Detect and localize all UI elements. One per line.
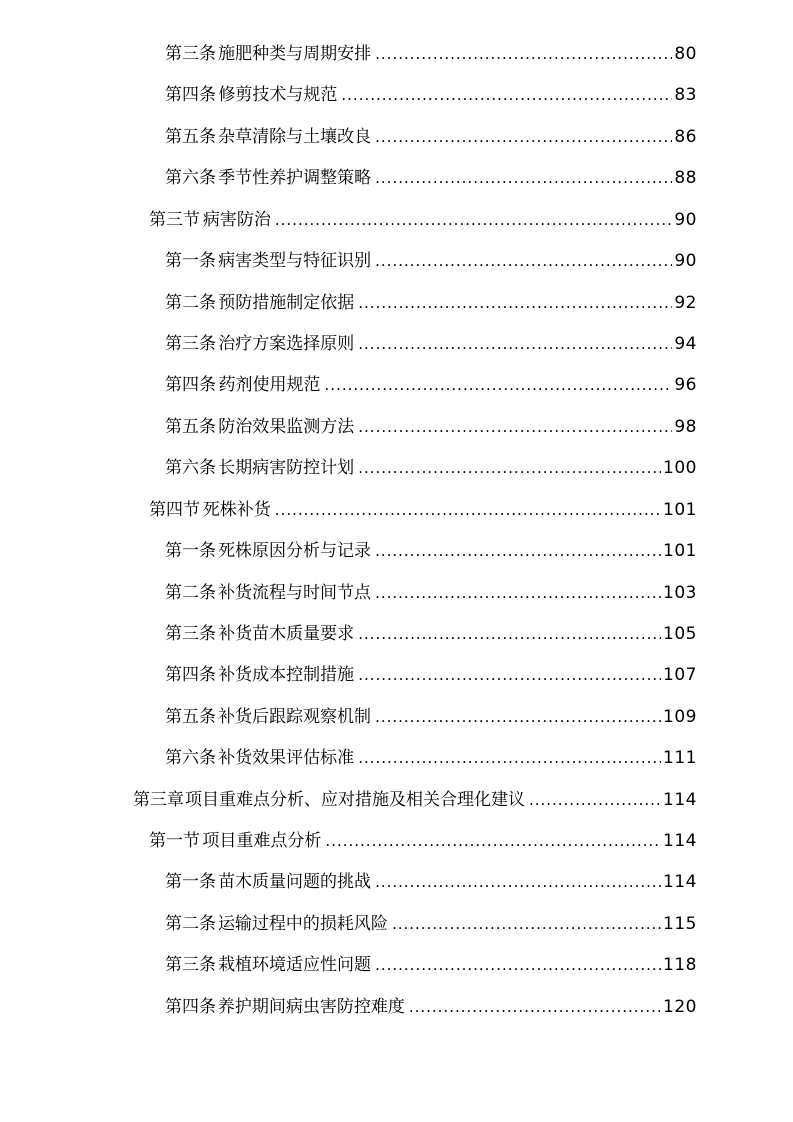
dot-leader xyxy=(325,376,673,394)
toc-entry-page: 94 xyxy=(674,334,697,354)
toc-entry-page: 107 xyxy=(663,665,697,685)
toc-entry[interactable] xyxy=(165,122,697,152)
dot-leader xyxy=(529,791,661,809)
toc-entry[interactable] xyxy=(165,660,697,690)
dot-leader xyxy=(375,542,661,560)
toc-entry-page: 105 xyxy=(663,624,697,644)
dot-leader xyxy=(392,915,661,933)
toc-entry[interactable] xyxy=(165,909,697,939)
toc-entry-page: 118 xyxy=(663,955,697,975)
toc-entry-title: 苗木质量问题的挑战 xyxy=(218,872,372,892)
toc-entry-number: 第三条 xyxy=(165,955,216,975)
toc-entry-number: 第四条 xyxy=(165,375,216,395)
toc-entry-title: 补货成本控制措施 xyxy=(218,665,355,685)
toc-entry-title: 长期病害防控计划 xyxy=(218,458,355,478)
toc-entry[interactable] xyxy=(165,370,697,400)
dot-leader xyxy=(358,335,672,353)
toc-entry-title: 补货效果评估标准 xyxy=(218,748,355,768)
toc-entry[interactable] xyxy=(165,163,697,193)
toc-entry-number: 第五条 xyxy=(165,417,216,437)
toc-entry-number: 第五条 xyxy=(165,707,216,727)
dot-leader xyxy=(375,169,672,187)
toc-entry[interactable] xyxy=(165,578,697,608)
toc-entry-page: 100 xyxy=(663,458,697,478)
dot-leader xyxy=(358,294,672,312)
toc-entry-page: 101 xyxy=(663,500,697,520)
toc-entry-title: 栽植环境适应性问题 xyxy=(218,955,372,975)
toc-entry-page: 109 xyxy=(663,707,697,727)
toc-entry-number: 第三条 xyxy=(165,334,216,354)
toc-entry-page: 90 xyxy=(674,251,697,271)
toc-entry-number: 第三条 xyxy=(165,624,216,644)
toc-entry-number: 第四条 xyxy=(165,997,216,1017)
toc-entry[interactable] xyxy=(149,205,697,235)
toc-entry-title: 修剪技术与规范 xyxy=(218,85,338,105)
toc-entry-page: 86 xyxy=(674,127,697,147)
toc-entry-title: 死株补货 xyxy=(202,500,271,520)
toc-entry-title: 防治效果监测方法 xyxy=(218,417,355,437)
toc-entry-page: 80 xyxy=(674,44,697,64)
toc-entry-title: 治疗方案选择原则 xyxy=(218,334,355,354)
toc-entry-number: 第六条 xyxy=(165,168,216,188)
toc-entry[interactable] xyxy=(165,536,697,566)
toc-entry-number: 第三章 xyxy=(133,790,184,810)
toc-entry-title: 药剂使用规范 xyxy=(218,375,321,395)
toc-entry-title: 病害类型与特征识别 xyxy=(218,251,372,271)
toc-entry-title: 病害防治 xyxy=(202,210,271,230)
toc-entry-title: 季节性养护调整策略 xyxy=(218,168,372,188)
toc-entry[interactable] xyxy=(165,867,697,897)
toc-entry[interactable] xyxy=(165,950,697,980)
toc-entry-title: 补货苗木质量要求 xyxy=(218,624,355,644)
toc-entry-page: 101 xyxy=(663,541,697,561)
toc-entry-page: 114 xyxy=(663,872,697,892)
toc-entry[interactable] xyxy=(165,992,697,1022)
toc-entry[interactable] xyxy=(165,619,697,649)
toc-entry[interactable] xyxy=(165,80,697,110)
dot-leader xyxy=(275,211,672,229)
toc-entry-number: 第六条 xyxy=(165,458,216,478)
dot-leader xyxy=(409,998,661,1016)
toc-entry-number: 第二条 xyxy=(165,914,216,934)
toc-entry-page: 120 xyxy=(663,997,697,1017)
toc-entry-page: 114 xyxy=(663,790,697,810)
dot-leader xyxy=(375,252,672,270)
toc-entry-title: 死株原因分析与记录 xyxy=(218,541,372,561)
dot-leader xyxy=(341,86,672,104)
dot-leader xyxy=(358,459,661,477)
dot-leader xyxy=(375,45,672,63)
toc-entry-number: 第二条 xyxy=(165,583,216,603)
toc-entry-page: 103 xyxy=(663,583,697,603)
toc-entry-page: 90 xyxy=(674,210,697,230)
dot-leader xyxy=(375,708,661,726)
toc-entry-title: 养护期间病虫害防控难度 xyxy=(217,997,405,1017)
toc-entry-title: 补货后跟踪观察机制 xyxy=(218,707,372,727)
toc-entry-title: 项目重难点分析、应对措施及相关合理化建议 xyxy=(184,790,525,810)
toc-entry-page: 98 xyxy=(674,417,697,437)
toc-entry-number: 第二条 xyxy=(165,293,216,313)
toc-entry[interactable] xyxy=(165,329,697,359)
toc-entry-number: 第三节 xyxy=(149,210,200,230)
toc-entry[interactable] xyxy=(165,702,697,732)
dot-leader xyxy=(358,418,672,436)
toc-entry[interactable] xyxy=(165,453,697,483)
toc-entry[interactable] xyxy=(165,288,697,318)
toc-entry-number: 第三条 xyxy=(165,44,216,64)
toc-entry-page: 96 xyxy=(674,375,697,395)
toc-entry-title: 杂草清除与土壤改良 xyxy=(218,127,372,147)
toc-entry[interactable] xyxy=(149,826,697,856)
dot-leader xyxy=(358,625,661,643)
toc-entry[interactable] xyxy=(165,246,697,276)
toc-entry-page: 83 xyxy=(674,85,697,105)
toc-entry-page: 92 xyxy=(674,293,697,313)
dot-leader xyxy=(375,128,672,146)
toc-entry-number: 第一条 xyxy=(165,541,216,561)
toc-entry-page: 111 xyxy=(663,748,697,768)
toc-entry[interactable] xyxy=(133,785,697,815)
dot-leader xyxy=(275,501,661,519)
toc-entry-number: 第一节 xyxy=(149,831,200,851)
toc-entry-number: 第四节 xyxy=(149,500,200,520)
dot-leader xyxy=(375,584,661,602)
toc-entry-number: 第六条 xyxy=(165,748,216,768)
toc-entry[interactable] xyxy=(149,495,697,525)
toc-entry-number: 第四条 xyxy=(165,85,216,105)
toc-entry-title: 预防措施制定依据 xyxy=(218,293,355,313)
toc-entry[interactable] xyxy=(165,743,697,773)
dot-leader xyxy=(375,956,661,974)
toc-entry-number: 第一条 xyxy=(165,872,216,892)
toc-entry-title: 运输过程中的损耗风险 xyxy=(217,914,388,934)
toc-entry[interactable] xyxy=(165,39,697,69)
toc-entry-number: 第四条 xyxy=(165,665,216,685)
toc-entry-page: 114 xyxy=(663,831,697,851)
dot-leader xyxy=(358,749,661,767)
toc-entry-page: 115 xyxy=(663,914,697,934)
toc-entry-title: 项目重难点分析 xyxy=(202,831,322,851)
toc-entry-title: 施肥种类与周期安排 xyxy=(218,44,372,64)
toc-entry-page: 88 xyxy=(674,168,697,188)
toc-entry[interactable] xyxy=(165,412,697,442)
toc-entry-title: 补货流程与时间节点 xyxy=(218,583,372,603)
dot-leader xyxy=(375,873,661,891)
dot-leader xyxy=(358,666,661,684)
dot-leader xyxy=(325,832,661,850)
toc-entry-number: 第一条 xyxy=(165,251,216,271)
toc-entry-number: 第五条 xyxy=(165,127,216,147)
